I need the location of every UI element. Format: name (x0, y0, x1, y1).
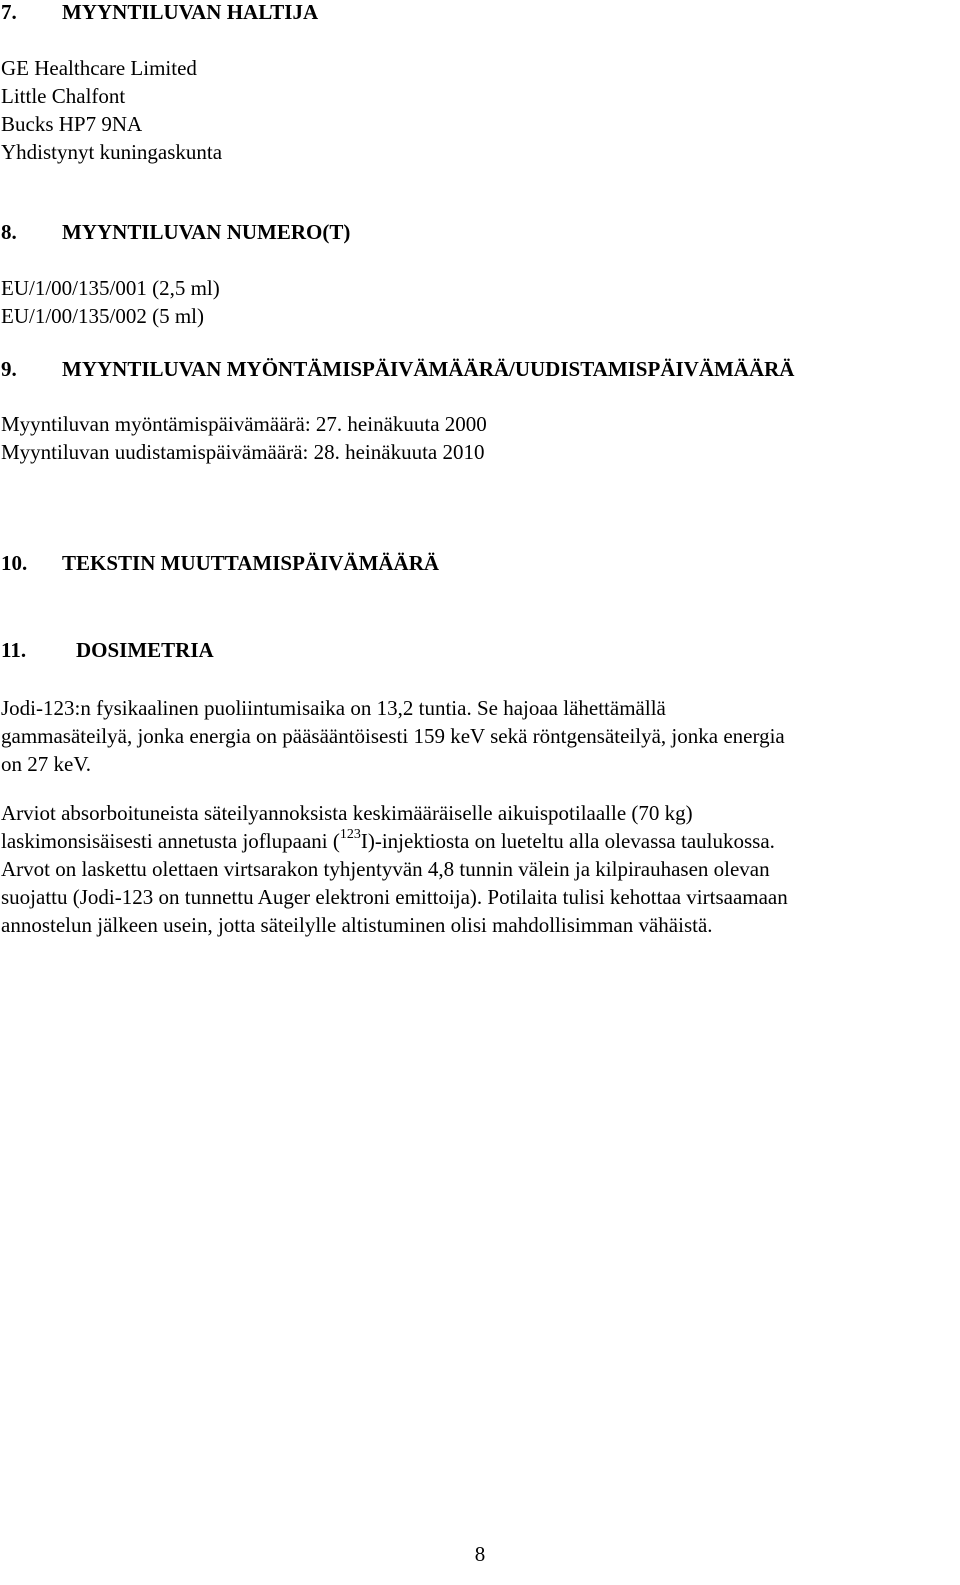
dosimetry-p1-line-2: gammasäteilyä, jonka energia on pääsääntöisesti 159 keV sekä röntgensäteilyä, jonka energia (1, 724, 785, 748)
renewal-date: Myyntiluvan uudistamispäivämäärä: 28. heinäkuuta 2010 (1, 440, 485, 464)
section-8-heading (1, 218, 350, 246)
section-8-title: MYYNTILUVAN NUMERO(T) (62, 220, 351, 244)
isotope-mass-number: 123 (339, 827, 361, 842)
page-number: 8 (474, 1542, 486, 1566)
holder-address-line-2: Bucks HP7 9NA (1, 112, 143, 136)
holder-name: GE Healthcare Limited (1, 56, 197, 80)
section-10-number: 10. (1, 551, 28, 575)
dosimetry-p2-line-4: suojattu (Jodi-123 on tunnettu Auger elektroni emittoija). Potilaita tulisi kehottaa virtsaamaan (1, 885, 788, 909)
authorisation-number-2: EU/1/00/135/002 (5 ml) (1, 304, 204, 328)
section-11-title: DOSIMETRIA (76, 638, 214, 662)
section-7-number: 7. (1, 0, 17, 24)
section-8-number: 8. (1, 220, 17, 244)
first-authorisation-date: Myyntiluvan myöntämispäivämäärä: 27. heinäkuuta 2000 (1, 412, 487, 436)
dosimetry-paragraph-2 (1, 799, 788, 939)
section-10-heading (1, 549, 439, 577)
dosimetry-p2-line-3: Arvot on laskettu olettaen virtsarakon tyhjentyvän 4,8 tunnin välein ja kilpirauhasen olevan (1, 857, 770, 881)
section-9-heading (1, 355, 794, 383)
dosimetry-p2-line-2-pre: laskimonsisäisesti annetusta joflupaani ( (1, 829, 340, 853)
dosimetry-p1-line-1: Jodi-123:n fysikaalinen puoliintumisaika on 13,2 tuntia. Se hajoaa lähettämällä (1, 696, 666, 720)
section-7-heading (1, 0, 318, 26)
section-7-title: MYYNTILUVAN HALTIJA (62, 0, 319, 24)
section-9-title: MYYNTILUVAN MYÖNTÄMISPÄIVÄMÄÄRÄ/UUDISTAMISPÄIVÄMÄÄRÄ (62, 357, 795, 381)
holder-address-line-1: Little Chalfont (1, 84, 126, 108)
dosimetry-p2-line-1: Arviot absorboituneista säteilyannoksista keskimääräiselle aikuispotilaalle (70 kg) (1, 801, 693, 825)
dosimetry-p2-line-5: annostelun jälkeen usein, jotta säteilylle altistuminen olisi mahdollisimman vähäistä. (1, 913, 713, 937)
section-10-title: TEKSTIN MUUTTAMISPÄIVÄMÄÄRÄ (62, 551, 440, 575)
dosimetry-paragraph-1 (1, 694, 785, 778)
dosimetry-p2-line-2 (1, 827, 788, 855)
dosimetry-p1-line-3: on 27 keV. (1, 752, 92, 776)
section-11-heading (1, 636, 214, 664)
authorisation-number-1: EU/1/00/135/001 (2,5 ml) (1, 276, 220, 300)
holder-country: Yhdistynyt kuningaskunta (1, 140, 223, 164)
section-11-number: 11. (1, 638, 27, 662)
dosimetry-p2-line-2-post: I)-injektiosta on lueteltu alla olevassa taulukossa. (360, 829, 775, 853)
section-9-number: 9. (1, 357, 17, 381)
